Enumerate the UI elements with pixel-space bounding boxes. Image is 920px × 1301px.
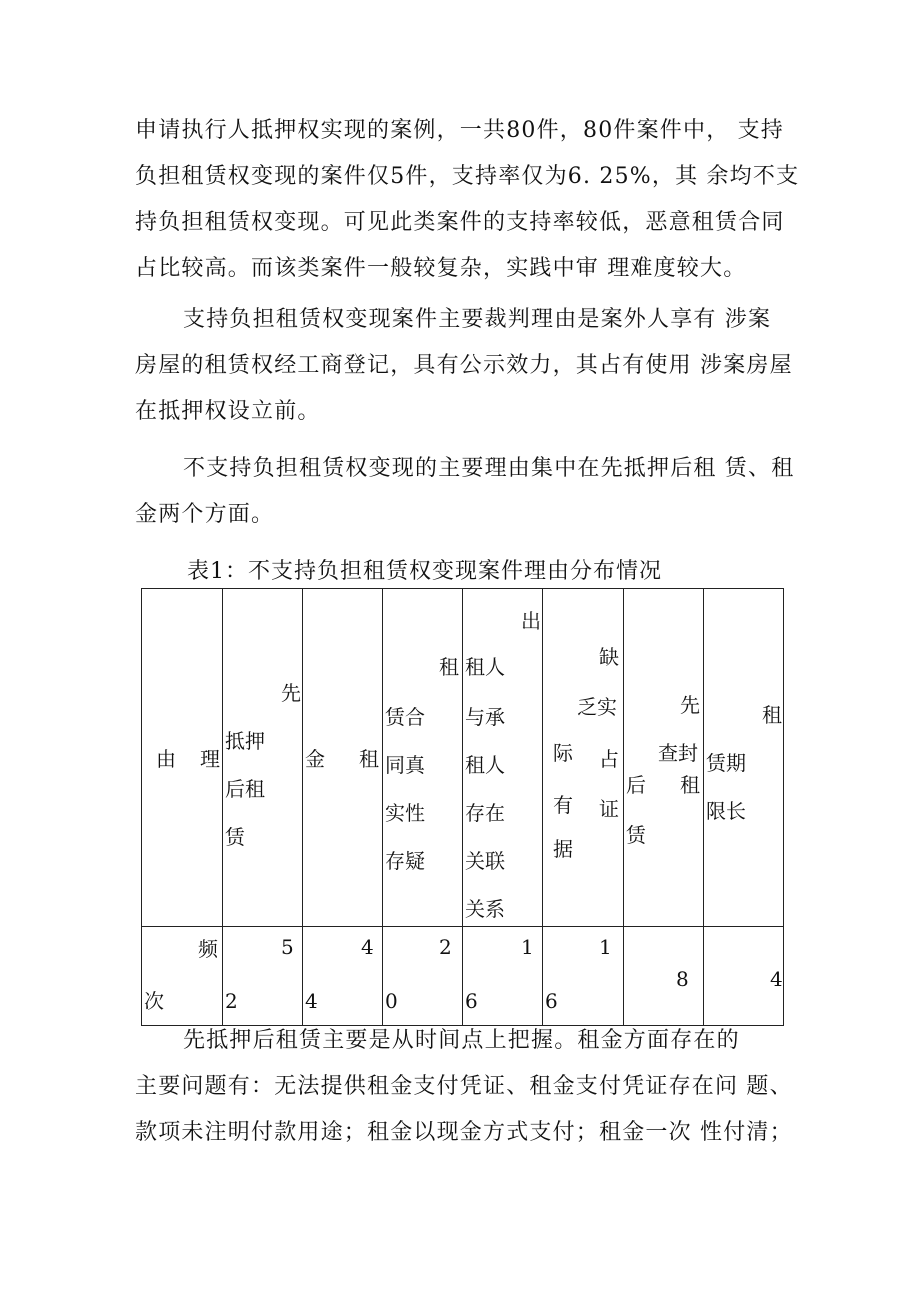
frequency-digit: 4: [361, 935, 374, 959]
header-fragment: 赁期: [706, 751, 746, 775]
text-line: 不支持负担租赁权变现的主要理由集中在先抵押后租 赁、租: [183, 456, 795, 481]
header-fragment: 后: [626, 773, 646, 797]
header-fragment: 租人: [465, 655, 505, 679]
header-fragment: 据: [553, 837, 573, 861]
reasons-table: [141, 588, 784, 1026]
frequency-cell: [303, 927, 383, 1026]
text-line: 房屋的租赁权经工商登记，具有公示效力，其占有使用 涉案房屋: [135, 353, 793, 378]
header-cell-seizure-first: [624, 589, 704, 927]
paragraph-support-reasons: [135, 297, 795, 435]
frequency-digit: 2: [439, 935, 452, 959]
frequency-cell: [543, 927, 624, 1026]
header-fragment: 实性: [385, 801, 425, 825]
frequency-cell: [383, 927, 463, 1026]
header-fragment: 金: [305, 747, 325, 771]
text-line: 金两个方面。: [135, 502, 275, 527]
text-line: 款项未注明付款用途；租金以现金方式支付；租金一次 性付清；: [135, 1120, 793, 1145]
frequency-digit: 6: [545, 989, 558, 1013]
frequency-digit: 1: [521, 935, 534, 959]
header-fragment: 由: [156, 747, 176, 771]
header-fragment: 赁: [225, 825, 245, 849]
header-fragment: 关系: [465, 897, 505, 921]
header-fragment: 与承: [465, 705, 505, 729]
frequency-digit: 0: [385, 989, 398, 1013]
header-fragment: 存在: [465, 801, 505, 825]
header-fragment: 租: [680, 773, 700, 797]
header-fragment: 缺: [599, 645, 619, 669]
header-cell-no-possession-evidence: [543, 589, 624, 927]
row-label-fragment: 次: [144, 989, 164, 1013]
header-fragment: 租: [439, 655, 459, 679]
header-fragment: 有: [553, 793, 573, 817]
frequency-digit: 2: [225, 989, 238, 1013]
header-fragment: 租人: [465, 753, 505, 777]
paragraph-non-support-reasons: [135, 446, 795, 538]
header-cell-long-lease-term: [704, 589, 784, 927]
text-line: 负担租赁权变现的案件仅5件，支持率仅为6. 25%，其 余均不支: [135, 164, 800, 189]
header-cell-rent: [303, 589, 383, 927]
text-line: 支持负担租赁权变现案件主要裁判理由是案外人享有 涉案: [183, 307, 772, 332]
header-fragment: 出: [521, 609, 541, 633]
header-fragment: 际: [553, 741, 573, 765]
header-fragment: 租: [359, 747, 379, 771]
header-cell-mortgage-first: [223, 589, 303, 927]
header-fragment: 关联: [465, 849, 505, 873]
row-label-cell-reason: [142, 589, 223, 927]
header-fragment: 占: [599, 747, 619, 771]
header-fragment: 查封: [658, 741, 698, 765]
frequency-digit: 1: [599, 935, 612, 959]
row-label-fragment: 频: [198, 937, 218, 961]
header-row: [142, 589, 784, 927]
header-fragment: 后租: [225, 777, 265, 801]
frequency-cell: [704, 927, 784, 1026]
header-fragment: 乏实: [577, 695, 617, 719]
header-fragment: 限长: [706, 799, 746, 823]
frequency-cell: [624, 927, 704, 1026]
frequency-digit: 4: [770, 967, 783, 991]
frequency-digit: 5: [281, 935, 294, 959]
text-line: 先抵押后租赁主要是从时间点上把握。租金方面存在的: [183, 1028, 740, 1053]
text-line: 占比较高。而该类案件一般较复杂，实践中审 理难度较大。: [135, 256, 747, 281]
header-fragment: 先: [680, 693, 700, 717]
row-label-cell-frequency: [142, 927, 223, 1026]
header-fragment: 先: [281, 681, 301, 705]
text-line: 在抵押权设立前。: [135, 399, 321, 424]
header-fragment: 赁: [626, 823, 646, 847]
header-fragment: 存疑: [385, 849, 425, 873]
paragraph-case-statistics: [135, 108, 800, 292]
header-fragment: 同真: [385, 753, 425, 777]
header-cell-related-parties: [463, 589, 543, 927]
frequency-cell: [463, 927, 543, 1026]
frequency-digit: 6: [465, 989, 478, 1013]
header-fragment: 赁合: [385, 705, 425, 729]
header-cell-contract-authenticity: [383, 589, 463, 927]
paragraph-rent-issues: [135, 1018, 795, 1156]
table-caption: 表1：不支持负担租赁权变现案件理由分布情况: [187, 559, 662, 584]
header-fragment: 理: [200, 747, 220, 771]
text-line: 持负担租赁权变现。可见此类案件的支持率较低，恶意租赁合同: [135, 210, 785, 235]
header-fragment: 抵押: [225, 729, 265, 753]
frequency-digit: 4: [305, 989, 318, 1013]
frequency-row: [142, 927, 784, 1026]
frequency-digit: 8: [676, 967, 689, 991]
header-fragment: 租: [762, 703, 782, 727]
text-line: 申请执行人抵押权实现的案例，一共80件，80件案件中， 支持: [135, 118, 784, 143]
frequency-cell: [223, 927, 303, 1026]
text-line: 主要问题有：无法提供租金支付凭证、租金支付凭证存在问 题、: [135, 1074, 793, 1099]
header-fragment: 证: [599, 797, 619, 821]
